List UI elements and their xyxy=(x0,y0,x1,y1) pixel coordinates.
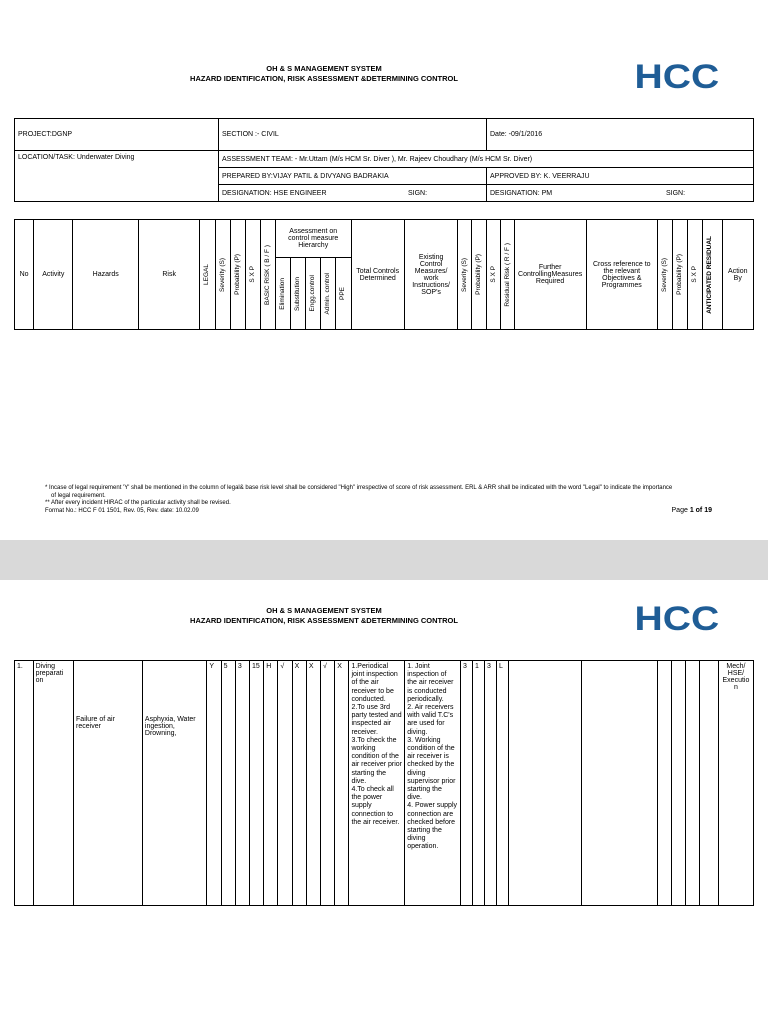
row1-basic: H xyxy=(264,661,278,906)
col-probability2: Probability (P) xyxy=(475,254,483,295)
col-residual: Residual Risk ( R / F ) xyxy=(503,242,511,307)
col-sxp3: S X P xyxy=(691,266,699,283)
header-line2: HAZARD IDENTIFICATION, RISK ASSESSMENT &DETERMINING CONTROL xyxy=(190,74,458,83)
col-existing-control: Existing Control Measures/ work Instructions/ SOP's xyxy=(404,220,457,330)
col-further: Further ControllingMeasures Required xyxy=(514,220,586,330)
hazard-row-table xyxy=(14,660,754,906)
header-line2-2: HAZARD IDENTIFICATION, RISK ASSESSMENT &DETERMINING CONTROL xyxy=(190,616,458,625)
sign1-cell: SIGN: xyxy=(405,185,487,202)
row1-further xyxy=(509,661,582,906)
col-action-by: Action By xyxy=(722,220,753,330)
approved-by-cell: APPROVED BY: K. VEERRAJU xyxy=(487,168,754,185)
col-admin-control: Admin. control xyxy=(324,272,332,315)
col-substitution: Substitution xyxy=(294,276,302,311)
location-cell: LOCATION/TASK: Underwater Diving xyxy=(15,151,219,202)
col-engg-control: Engg.control xyxy=(309,275,317,312)
row1-sxp3 xyxy=(686,661,700,906)
footnote-2: ** After every incident HIRAC of the particular activity shall be revised. xyxy=(45,500,231,506)
row1-no: 1. xyxy=(15,661,34,906)
prepared-by-cell: PREPARED BY:VIJAY PATIL & DIVYANG BADRAKIA xyxy=(219,168,487,185)
col-severity: Severity (S) xyxy=(218,257,226,292)
row1-elim: √ xyxy=(278,661,292,906)
col-anticipated: ANTICIPATED RESIDUAL xyxy=(706,235,714,314)
row1-existing: 1. Joint inspection of the air receiver is conducted periodically. 2. Air receivers with valid T.C's are used for diving. 3. Working condition of the air receiver is checked by the diving supervisor prior starting the dive. 4. Power supply connection are checked before starting the diving operation. xyxy=(405,661,461,906)
footnote-1: * Incase of legal requirement 'Y' shall be mentioned in the column of legal& base risk level shall be considered "High" irrespective of score of risk assessment. ERL & ARR shall be indicated with the word "Legal" to indicate the importance xyxy=(45,485,673,491)
row1-activity: Diving preparati on xyxy=(33,661,73,906)
col-total-controls: Total Controls Determined xyxy=(351,220,404,330)
col-probability3: Probability (P) xyxy=(676,254,684,295)
col-hazards: Hazards xyxy=(73,220,139,330)
row1-hazard: Failure of air receiver xyxy=(74,661,143,906)
row1-anticipated xyxy=(700,661,719,906)
designation2-cell: DESIGNATION: PM xyxy=(487,185,664,202)
footnotes xyxy=(45,485,672,515)
sign2-cell: SIGN: xyxy=(663,185,754,202)
col-severity3: Severity (S) xyxy=(661,257,669,292)
row1-sxp: 15 xyxy=(250,661,264,906)
header-line1-2: OH & S MANAGEMENT SYSTEM xyxy=(266,606,382,615)
project-cell: PROJECT:DGNP xyxy=(15,119,219,151)
row1-s3 xyxy=(657,661,671,906)
row1-sxp2: 3 xyxy=(485,661,497,906)
col-elimination: Elimination xyxy=(278,277,286,310)
date-cell: Date: -09/1/2016 xyxy=(487,119,754,151)
row1-s: 5 xyxy=(221,661,235,906)
hcc-logo xyxy=(634,58,720,96)
col-activity: Activity xyxy=(34,220,73,330)
col-cross-ref: Cross reference to the relevant Objectives & Programmes xyxy=(586,220,658,330)
hcc-logo-text-2: HCC xyxy=(634,600,720,638)
section-cell: SECTION :- CIVIL xyxy=(219,119,487,151)
info-table xyxy=(14,118,754,202)
footnote-1b: of legal requirement. xyxy=(51,492,106,499)
column-header-table xyxy=(14,219,754,330)
row1-p2: 1 xyxy=(472,661,484,906)
header-line1: OH & S MANAGEMENT SYSTEM xyxy=(266,64,382,73)
row1-p3 xyxy=(671,661,685,906)
col-no: No xyxy=(15,220,34,330)
row1-p: 3 xyxy=(235,661,249,906)
col-basic-risk: BASIC RISK ( B / F ) xyxy=(263,244,271,305)
row1-action-by: Mech/ HSE/ Executio n xyxy=(718,661,753,906)
row1-total-controls: 1.Periodical joint inspection of the air receiver to be conducted. 2.To use 3rd party tested and inspected air receiver. 3.To check the working condition of the air receiver prior starting the dive. 4.To check all the power supply connection to the air receiver. xyxy=(349,661,405,906)
row1-engg: X xyxy=(306,661,320,906)
col-severity2: Severity (S) xyxy=(461,257,469,292)
designation1-cell: DESIGNATION: HSE ENGINEER xyxy=(219,185,406,202)
row1-residual: L xyxy=(497,661,509,906)
col-risk: Risk xyxy=(138,220,199,330)
row1-subs: X xyxy=(292,661,306,906)
col-probability: Probability (P) xyxy=(233,254,241,295)
row1-cross-ref xyxy=(582,661,657,906)
row1-legal: Y xyxy=(207,661,221,906)
col-legal: LEGAL xyxy=(203,264,211,285)
format-no: Format No.: HCC F 01 1501, Rev. 05, Rev. date: 10.02.09 xyxy=(45,507,199,514)
row1-s2: 3 xyxy=(460,661,472,906)
col-assessment: Assessment on control measure Hierarchy xyxy=(275,220,351,258)
page-2 xyxy=(0,580,768,1024)
col-sxp2: S X P xyxy=(489,266,497,283)
row1-admin: √ xyxy=(321,661,335,906)
hcc-logo-2 xyxy=(634,600,720,638)
page-number: Page 1 of 19 xyxy=(671,507,712,514)
assessment-team-cell: ASSESSMENT TEAM: - Mr.Uttam (M/s HCM Sr. Diver ), Mr. Rajeev Choudhary (M/s HCM Sr. Diver) xyxy=(219,151,754,168)
col-sxp: S X P xyxy=(248,266,256,283)
row1-risk: Asphyxia, Water ingestion, Drowning, xyxy=(142,661,207,906)
col-ppe: PPE xyxy=(339,286,347,300)
row1-ppe: X xyxy=(335,661,349,906)
hcc-logo-text: HCC xyxy=(634,58,720,96)
